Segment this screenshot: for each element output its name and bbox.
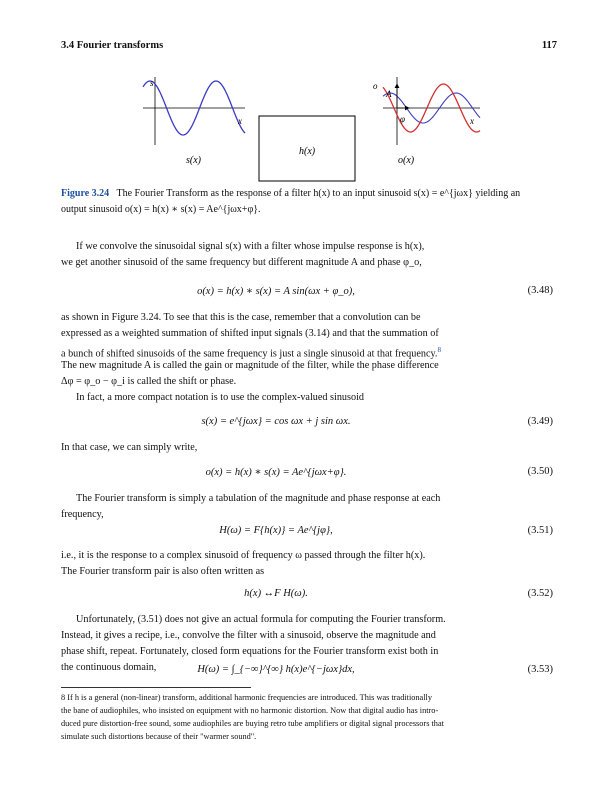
equation-3-48-number: (3.48) (527, 285, 553, 296)
equation-3-51 (61, 525, 553, 541)
paragraph-6-line1: i.e., it is the response to a complex sinusoid of frequency ω passed through the filter h(x). (61, 550, 426, 561)
output-o-label: o (373, 81, 378, 91)
equation-3-53-body: H(ω) = ∫_{−∞}^{∞} h(x)e^{−jωx}dx, (197, 664, 355, 675)
equation-3-52-number: (3.52) (527, 588, 553, 599)
footnote-rule (61, 687, 251, 688)
footnote-line3: duced pure distortion-free sound, some audiophiles are buying retro tube amplifiers or digital signal processors that (61, 719, 444, 728)
equation-3-48-body: o(x) = h(x) ∗ s(x) = A sin(ωx + φ_o), (197, 286, 355, 297)
output-ox-label: o(x) (398, 155, 415, 166)
input-sx-label: s(x) (186, 155, 201, 166)
input-signal-plot (143, 77, 245, 166)
equation-3-49 (61, 416, 553, 432)
figure-caption-line2: output sinusoid o(x) = h(x) ∗ s(x) = Ae^{jωx+φ}. (61, 204, 261, 215)
paragraph-1-line2: we get another sinusoid of the same frequency but different magnitude A and phase φ_o, (61, 257, 422, 268)
equation-3-50-number: (3.50) (527, 466, 553, 477)
running-header-section: 3.4 Fourier transforms (61, 40, 164, 51)
equation-3-50 (61, 466, 553, 482)
figure-caption (61, 186, 553, 218)
footnote-line2: the bane of audiophiles, who insisted on equipment with no harmonic distortion. Now that digital audio has intro- (61, 706, 439, 715)
equation-3-51-body: H(ω) = F{h(x)} = Ae^{jφ}, (219, 525, 333, 536)
filter-h-label: h(x) (299, 146, 316, 157)
amplitude-A-label: A (386, 89, 392, 99)
paragraph-6-line2: The Fourier transform pair is also often written as (61, 566, 265, 577)
paragraph-2-line2: expressed as a weighted summation of shifted input signals (3.14) and that the summation of (61, 328, 439, 339)
paragraph-2-line3-text: a bunch of shifted sinusoids of the same frequency is just a single sinusoid at that frequency. (61, 348, 438, 360)
paragraph-5-line1: The Fourier transform is simply a tabulation of the magnitude and phase response at each (76, 493, 441, 504)
paragraph-2-line1: as shown in Figure 3.24. To see that this is the case, remember that a convolution can be (61, 312, 421, 323)
equation-3-49-body: s(x) = e^{jωx} = cos ωx + j sin ωx. (201, 416, 351, 427)
footnote-marker: 8 (437, 346, 441, 354)
equation-3-53-number: (3.53) (527, 664, 553, 675)
phase-phi-label: φ (400, 114, 405, 124)
equation-3-51-number: (3.51) (527, 525, 553, 536)
equation-3-48 (61, 285, 553, 301)
paragraph-3: In fact, a more compact notation is to use the complex-valued sinusoid (76, 392, 365, 403)
paragraph-7-line1: Unfortunately, (3.51) does not give an actual formula for computing the Fourier transform. (76, 614, 446, 625)
paragraph-7-line4: the continuous domain, (61, 662, 157, 673)
input-s-label: s (150, 78, 154, 88)
equation-3-50-body: o(x) = h(x) ∗ s(x) = Ae^{jωx+φ}. (205, 467, 347, 478)
equation-3-52 (61, 588, 553, 604)
equation-3-52-body: h(x) ↔F H(ω). (244, 588, 308, 599)
figure-caption-line1: The Fourier Transform as the response of a filter h(x) to an input sinusoid s(x) = e^{jωx} yielding an (116, 188, 521, 199)
footnote-line1: 8 If h is a general (non-linear) transform, additional harmonic frequencies are introduced. This was traditionally (61, 693, 433, 702)
paragraph-7-line3: phase shift, repeat. Fortunately, closed form equations for the Fourier transform exist both in (61, 646, 439, 657)
paragraph-5-line2: frequency, (61, 509, 104, 520)
paragraph-7-line2: Instead, it gives a recipe, i.e., convolve the filter with a sinusoid, observe the magnitude and (61, 630, 436, 641)
figure-caption-label: Figure 3.24 (61, 188, 110, 199)
footnote-line4: simulate such distortions because of their "warmer sound". (61, 732, 257, 741)
output-signal-plot (373, 77, 480, 166)
figure-3-24 (0, 0, 614, 200)
paragraph-4: In that case, we can simply write, (61, 442, 198, 453)
paragraph-1-line1: If we convolve the sinusoidal signal s(x) with a filter whose impulse response is h(x), (76, 241, 425, 252)
paragraph-2-line5: Δφ = φ_o − φ_i is called the shift or phase. (61, 376, 237, 387)
filter-box (259, 116, 355, 181)
input-x-label: x (238, 116, 242, 126)
equation-3-53 (61, 664, 553, 680)
page-number: 117 (541, 40, 557, 51)
output-x-label: x (470, 116, 474, 126)
paragraph-2-line4: The new magnitude A is called the gain or magnitude of the filter, while the phase difference (61, 360, 439, 371)
equation-3-49-number: (3.49) (527, 416, 553, 427)
